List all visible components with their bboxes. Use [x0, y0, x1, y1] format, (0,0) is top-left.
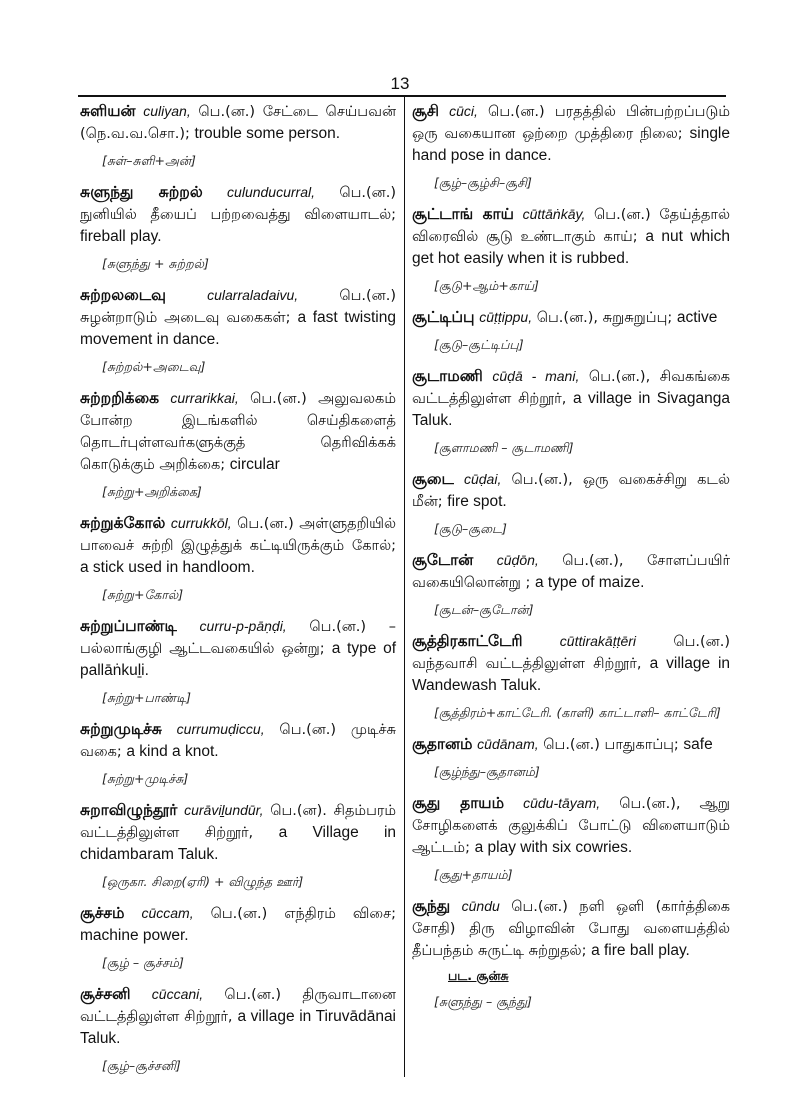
column-divider: [404, 97, 405, 1077]
dictionary-entry: [80, 615, 396, 708]
transliteration: cūccani,: [151, 986, 204, 1002]
entry-text: [412, 306, 730, 329]
part-of-speech: பெ.(ன.): [237, 516, 294, 532]
tamil-definition: சுறுசுறுப்பு;: [602, 310, 673, 326]
etymology: [ஒருகா. சிறை(ஏரி) + விழுந்த ஊர்]: [102, 874, 304, 889]
etymology: [சூழ்–சூச்சனி]: [102, 1058, 181, 1073]
etymology: [சுற்று+பாண்டி]: [102, 690, 192, 705]
headword: சூசி: [412, 102, 439, 120]
dictionary-entry: [412, 100, 730, 193]
entry-text: [412, 895, 730, 962]
transliteration: cūndu: [461, 898, 500, 914]
transliteration: cūḍā - mani,: [492, 368, 580, 384]
part-of-speech: பெ.(ன.): [279, 722, 337, 738]
etymology: [சுற்று+கோல்]: [102, 587, 184, 602]
tamil-definition: எந்திரம் விசை;: [284, 906, 397, 922]
dictionary-entry: [412, 203, 730, 296]
tamil-definition: பரதத்தில் பின்பற்றப்படும் ஒரு வகையான ஒற்றை முத்திரை நிலை;: [412, 104, 731, 142]
english-gloss: active: [676, 309, 718, 326]
tamil-definition: திருவாடானை வட்டத்திலுள்ள சிற்றூர்,: [80, 987, 396, 1025]
dictionary-entry: [412, 733, 730, 782]
english-gloss: a type of maize.: [534, 574, 645, 591]
part-of-speech: பெ.(ன.) –: [309, 619, 396, 635]
english-gloss: a stick used in handloom.: [80, 559, 255, 576]
english-gloss: a play with six cowries.: [474, 839, 633, 856]
right-column: [412, 100, 730, 1022]
header-rule: [78, 95, 726, 97]
dictionary-entry: [412, 365, 730, 458]
dictionary-entry: [80, 983, 396, 1076]
english-gloss: a kind a knot.: [126, 743, 219, 760]
etymology: [சூடன்–சூடோன்]: [434, 602, 534, 617]
dictionary-entry: [80, 387, 396, 502]
transliteration: currukkōl,: [170, 515, 232, 531]
part-of-speech: பெ.(ன.): [210, 906, 268, 922]
english-gloss: a fire ball play.: [591, 942, 690, 959]
tamil-definition: சுழன்றாடும் அடைவு வகைகள்;: [80, 310, 291, 326]
dictionary-entry: [412, 468, 730, 539]
entry-text: [80, 181, 396, 248]
english-gloss: circular: [229, 456, 280, 473]
etymology: [சூடு–சூடை]: [434, 521, 507, 536]
entry-text: [80, 284, 396, 351]
dictionary-entry: [80, 718, 396, 789]
tamil-definition: வந்தவாசி வட்டத்திலுள்ள சிற்றூர்,: [412, 656, 642, 672]
tamil-definition: நுனியில் தீயைப் பற்றவைத்து விளையாடல்;: [80, 207, 396, 223]
headword: சூது தாயம்: [412, 794, 505, 812]
entry-text: [412, 365, 730, 432]
entry-text: [412, 792, 730, 859]
headword: சுற்றலடைவு: [80, 286, 166, 304]
transliteration: cūḍai,: [463, 471, 502, 487]
headword: சூடோன்: [412, 551, 474, 569]
headword: சூச்சம்: [80, 904, 125, 922]
etymology: [சூழ் – சூச்சம்]: [102, 955, 184, 970]
transliteration: cūci,: [449, 103, 478, 119]
dictionary-entry: [412, 306, 730, 355]
etymology: [சூது+தாயம்]: [434, 867, 513, 882]
transliteration: currarikkai,: [170, 390, 239, 406]
part-of-speech: பெ.(ன.): [339, 185, 396, 201]
entry-text: [412, 549, 730, 594]
english-gloss: a Village in chidambaram Taluk.: [80, 824, 397, 863]
variant-label: பட. சூன்சு: [448, 968, 509, 983]
etymology: [சுளுந்து + சுற்றல்]: [102, 256, 209, 271]
etymology: [சுளுந்து – சூந்து]: [434, 994, 532, 1009]
part-of-speech: பெ.(ன.): [673, 634, 730, 650]
part-of-speech: பெ.(ன.): [250, 391, 307, 407]
english-gloss: safe: [683, 736, 713, 753]
part-of-speech: பெ.(ன.),: [536, 310, 599, 326]
dictionary-entry: [412, 549, 730, 620]
transliteration: curāviḻundūr,: [184, 802, 264, 818]
etymology: [சூடு–சூட்டிப்பு]: [434, 337, 524, 352]
part-of-speech: பெ.(ன.),: [619, 796, 681, 812]
tamil-definition: சேட்டை செய்பவன் (நெ.வ.வ.சொ.);: [80, 104, 397, 142]
tamil-definition: நளி ஒளி (கார்த்திகை சோதி) திரு விழாவின் போது வளையத்தில் தீப்பந்தம் சுருட்டி சுற்றுதல்;: [412, 899, 731, 959]
transliteration: currumuḍiccu,: [176, 721, 265, 737]
part-of-speech: பெ.(ன.): [488, 104, 545, 120]
headword: சூடாமணி: [412, 367, 483, 385]
part-of-speech: பெ.(ன.): [543, 737, 600, 753]
dictionary-entry: [80, 799, 396, 892]
dictionary-entry: [412, 792, 730, 885]
part-of-speech: பெ.(ன.): [224, 987, 282, 1003]
entry-text: [412, 733, 730, 756]
transliteration: cūḍōn,: [496, 552, 539, 568]
transliteration: cūccam,: [141, 905, 194, 921]
etymology: [சுற்றல்+அடைவு]: [102, 359, 206, 374]
english-gloss: fire spot.: [447, 493, 507, 510]
entry-text: [80, 100, 396, 145]
etymology: [சுற்று+முடிச்சு]: [102, 771, 189, 786]
headword: சூட்டிப்பு: [412, 308, 475, 326]
etymology: [சூழ்ந்து–சூதானம்]: [434, 764, 540, 779]
english-gloss: fireball play.: [80, 228, 162, 245]
part-of-speech: பெ.(ன.),: [588, 369, 651, 385]
headword: சுற்றுப்பாண்டி: [80, 617, 177, 635]
english-gloss: a village in Tiruvādānai Taluk.: [80, 1008, 397, 1047]
part-of-speech: பெ.(ன).: [270, 803, 327, 819]
dictionary-entry: [80, 284, 396, 377]
part-of-speech: பெ.(ன.): [594, 207, 651, 223]
transliteration: cūdu-tāyam,: [523, 795, 601, 811]
tamil-definition: முடிச்சு வகை;: [80, 722, 397, 760]
transliteration: culunducurral,: [227, 184, 315, 200]
left-column: [80, 100, 396, 1086]
dictionary-entry: [80, 181, 396, 274]
english-gloss: a fast twisting movement in dance.: [80, 309, 396, 348]
headword: சுற்றுமுடிச்சு: [80, 720, 162, 738]
tamil-definition: அலுவலகம் போன்ற இடங்களில் செய்திகளைத் தொடர்புள்ளவர்களுக்குத் தெரிவிக்கக் கொடுக்கும் அறிக்கை;: [80, 391, 396, 473]
tamil-definition: சிவகங்கை வட்டத்திலுள்ள சிற்றூர்,: [412, 369, 730, 407]
english-gloss: machine power.: [80, 927, 189, 944]
english-gloss: a village in Wandewash Taluk.: [412, 655, 731, 694]
headword: சூந்து: [412, 897, 451, 915]
dictionary-entry: [80, 100, 396, 171]
transliteration: cūṭṭippu,: [479, 309, 533, 325]
entry-text: [80, 902, 396, 947]
part-of-speech: பெ.(ன.),: [511, 472, 573, 488]
transliteration: culiyan,: [143, 103, 191, 119]
transliteration: cūdānam,: [477, 736, 539, 752]
tamil-definition: சிதம்பரம் வட்டத்திலுள்ள சிற்றூர்,: [80, 803, 397, 841]
entry-text: [80, 387, 396, 476]
headword: சுளுந்து சுற்றல்: [80, 183, 203, 201]
etymology: [சூடு+ஆம்+காய்]: [434, 278, 539, 293]
entry-text: [80, 615, 396, 682]
etymology: [சூளாமணி – சூடாமணி]: [434, 440, 574, 455]
part-of-speech: பெ.(ன.): [198, 104, 256, 120]
headword: சுற்றறிக்கை: [80, 389, 160, 407]
etymology: [சூழ்–சூழ்சி–சூசி]: [434, 175, 532, 190]
entry-text: [412, 468, 730, 513]
dictionary-entry: [412, 630, 730, 723]
part-of-speech: பெ.(ன.),: [562, 553, 624, 569]
etymology: [சுற்று+அறிக்கை]: [102, 484, 202, 499]
english-gloss: a type of pallāṅkuḻi.: [80, 640, 397, 679]
headword: சுறாவிழுந்தூர்: [80, 801, 178, 819]
tamil-definition: பாதுகாப்பு;: [604, 737, 679, 753]
english-gloss: a village in Sivaganga Taluk.: [412, 390, 731, 429]
entry-text: [80, 983, 396, 1050]
transliteration: curru-p-pāṇḍi,: [199, 618, 287, 634]
transliteration: cūttirakāṭṭēri: [559, 633, 637, 649]
headword: சுற்றுக்கோல்: [80, 514, 166, 532]
page-number: 13: [390, 74, 410, 93]
part-of-speech: பெ.(ன.): [339, 288, 396, 304]
dictionary-entry: [80, 902, 396, 973]
entry-text: [412, 630, 730, 697]
tamil-definition: பல்லாங்குழி ஆட்டவகையில் ஒன்று;: [80, 641, 325, 657]
headword: சூட்டாங் காய்: [412, 205, 514, 223]
tamil-definition: தேய்த்தால் விரைவில் சூடு உண்டாகும் காய்;: [412, 207, 731, 245]
transliteration: cularraladaivu,: [207, 287, 299, 303]
headword: சூத்திரகாட்டேரி: [412, 632, 523, 650]
entry-text: [412, 203, 730, 270]
headword: சூடை: [412, 470, 454, 488]
etymology: [சுள்–சுளி+அன்]: [102, 153, 196, 168]
etymology: [சூத்திரம்+காட்டேரி. (காளி) காட்டாளி– காட்டேரி]: [434, 705, 721, 720]
entry-text: [80, 718, 396, 763]
transliteration: cūttāṅkāy,: [522, 206, 586, 222]
entry-text: [412, 100, 730, 167]
dictionary-entry: [80, 512, 396, 605]
english-gloss: a nut which get hot easily when it is rubbed.: [412, 228, 730, 267]
tamil-definition: அள்ளுதறியில் பாவைச் சுற்றி இழுத்துக் கட்டியிருக்கும் கோல்;: [80, 516, 397, 554]
english-gloss: single hand pose in dance.: [412, 125, 730, 164]
english-gloss: trouble some person.: [194, 125, 341, 142]
headword: சூச்சனி: [80, 985, 131, 1003]
entry-text: [80, 512, 396, 579]
headword: சூதானம்: [412, 735, 473, 753]
tamil-definition: ஆறு சோழிகளைக் குலுக்கிப் போட்டு விளையாடும் ஆட்டம்;: [412, 796, 730, 856]
tamil-definition: ஒரு வகைச்சிறு கடல் மீன்;: [412, 472, 730, 510]
part-of-speech: பெ.(ன.): [511, 899, 568, 915]
dictionary-entry: [412, 895, 730, 1012]
entry-text: [80, 799, 396, 866]
tamil-definition: சோளப்பயிர் வகையிலொன்று ;: [412, 553, 731, 591]
headword: சுளியன்: [80, 102, 136, 120]
